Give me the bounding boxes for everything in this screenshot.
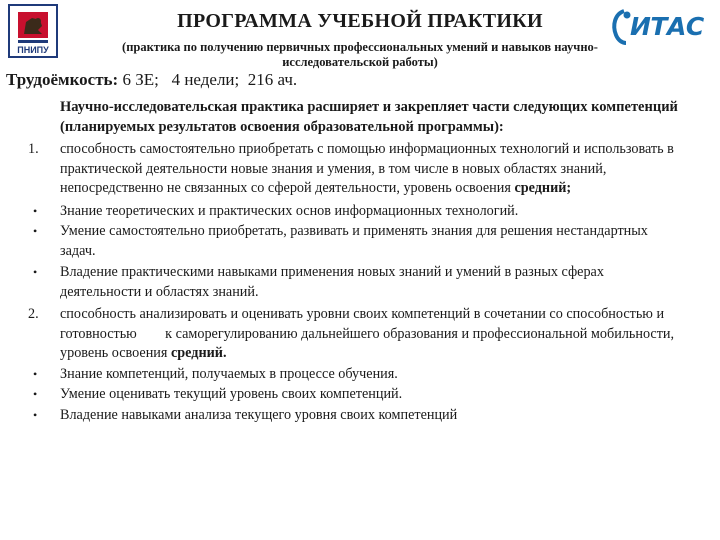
itas-logo [610,8,716,46]
competency-text: способность самостоятельно приобретать с помощью информационных технологий и использовать в практической деятельности новые знания и умения, в том числе в новых областях знаний, непосредственно не связанных со сферой деятельности, уровень освоения средний; [60,141,674,196]
bullet-icon: • [33,224,38,238]
list-item [0,406,720,426]
list-item [0,263,720,302]
competency-item [0,140,720,199]
competency-item [0,305,720,364]
competency-number: 2. [28,306,39,322]
list-item-text: Умение оценивать текущий уровень своих компетенций. [60,386,403,402]
list-item-text: Умение самостоятельно приобретать, развивать и применять знания для решения нестандартных задач. [60,223,648,259]
workload-value: 6 ЗЕ; 4 недели; 216 ач. [122,70,298,89]
bullet-icon: • [33,203,38,218]
competency-level: средний. [170,345,227,361]
intro-paragraph: Научно-исследовательская практика расширяет и закрепляет части следующих компетенций (планируемых результатов освоения образовательной программы): [60,99,678,135]
competency-level: средний; [514,180,572,196]
itas-logo-text: ИТАС [630,12,704,41]
workload-line [6,70,297,90]
list-item [0,365,720,385]
page-subtitle: (практика по получению первичных профессиональных умений и навыков научно-исследовательской работы) [122,40,598,69]
university-logo-text: ПНИПУ [17,45,49,55]
list-item [0,385,720,405]
university-logo [8,4,58,58]
list-item-text: Знание компетенций, получаемых в процессе обучения. [60,365,398,382]
competency-text: способность анализировать и оценивать уровни своих компетенций в сочетании со способностью и готовностью к саморегулированию дальнейшего образования и профессиональной мобильности, уровень освоения средний. [60,306,678,361]
list-item-text: Владение навыками анализа текущего уровня своих компетенций [60,406,458,423]
bullet-icon: • [33,366,38,381]
workload-label: Трудоёмкость: [6,70,119,89]
page-title: ПРОГРАММА УЧЕБНОЙ ПРАКТИКИ [177,10,543,32]
list-item-text: Владение практическими навыками применения новых знаний и умений в разных сферах деятельности и областях знаний. [60,264,604,300]
competency-list [0,140,720,425]
bullet-icon: • [33,387,38,401]
list-item-text: Знание теоретических и практических основ информационных технологий. [60,202,519,219]
bullet-icon: • [33,407,38,422]
list-item [0,222,720,261]
bullet-icon: • [33,265,38,279]
list-item [0,202,720,222]
competency-number: 1. [28,141,39,157]
